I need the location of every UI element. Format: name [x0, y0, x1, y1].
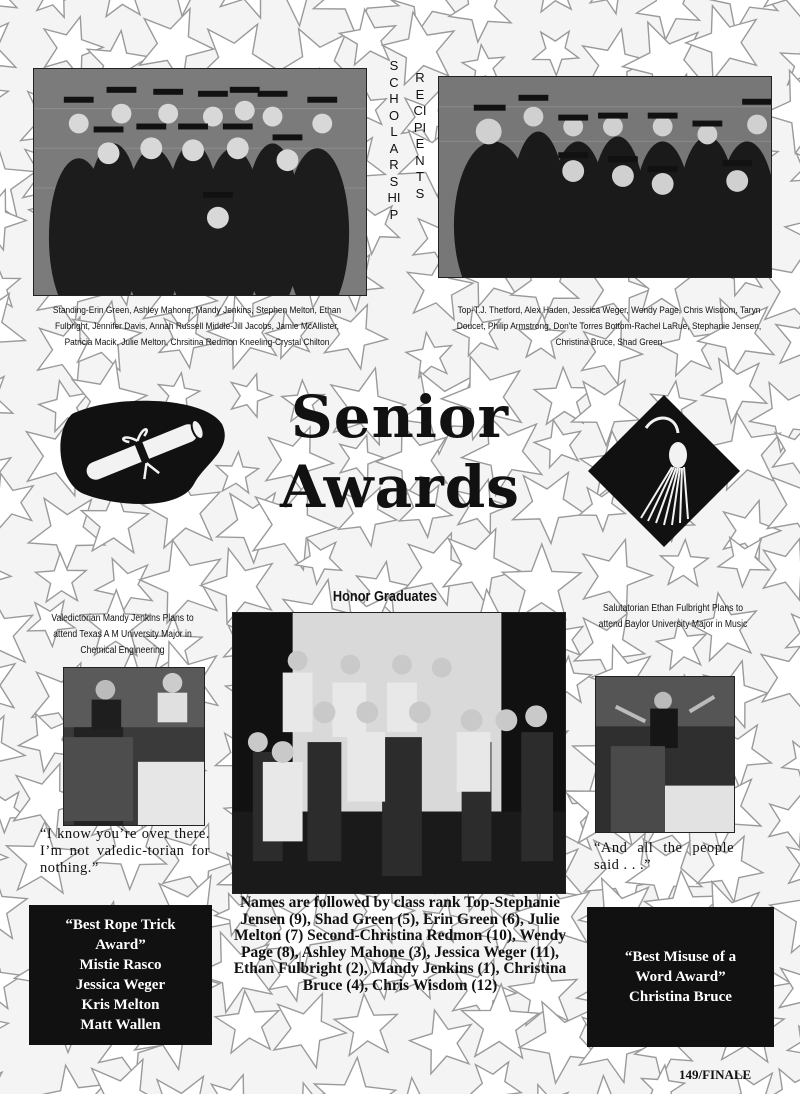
background-star: [410, 1010, 472, 1074]
background-star: [787, 1026, 800, 1069]
speaker-photo: [64, 668, 204, 825]
background-star: [529, 0, 578, 12]
background-star: [782, 741, 800, 786]
background-star: [406, 332, 451, 377]
award-recipient: Mistie Rasco: [79, 957, 162, 973]
valedictorian-quote: “I know you’re over there. I’m not valedic-torian for nothing.”: [40, 826, 210, 876]
salutatorian-photo: [595, 676, 735, 833]
background-star: [210, 1075, 262, 1094]
background-star: [761, 639, 800, 716]
scholarship-right-caption: Top-T.J. Thetford, Alex Haden, Jessica Weger, Wendy Page, Chris Wisdom, Taryn Doucet, Philip Armstrong, Don'te Torres Bottom-Rachel LaRue, Stephanie Jensen, Christina Bruce, Shad Green: [456, 305, 762, 348]
scholarship-photo-left: [33, 68, 367, 296]
award-recipient: Kris Melton: [81, 997, 160, 1013]
background-star: [0, 374, 13, 433]
recipients-vertical-label: RECIPIENTS: [413, 70, 427, 201]
background-star: [314, 1058, 395, 1094]
background-star: [0, 833, 8, 882]
award-recipient: Christina Bruce: [629, 989, 732, 1005]
background-star: [0, 553, 11, 598]
background-star: [0, 952, 22, 1009]
scholarship-vertical-label: SCHOLARSHIP: [387, 58, 401, 222]
tassel-icon: [586, 393, 742, 549]
background-star: [449, 0, 511, 42]
background-star: [770, 870, 800, 953]
background-star: [573, 1076, 635, 1094]
background-star: [0, 1066, 5, 1094]
background-star: [791, 150, 800, 195]
scholarship-photo-right: [438, 76, 772, 278]
award-recipient: Matt Wallen: [80, 1017, 161, 1033]
background-star: [146, 1076, 221, 1094]
page-title-senior: Senior: [290, 383, 510, 451]
background-star: [0, 294, 25, 371]
valedictorian-photo: [63, 667, 205, 826]
background-star: [334, 994, 397, 1055]
background-star: [0, 16, 16, 88]
scholarship-left-caption: Standing-Erin Green, Ashley Mahone, Mandy Jenkins, Stephen Melton, Ethan Fulbright, Jennifer Davis, Annah Russell Middle-Jill Jacobs, Jamie McAllister, Patricia Macik, Julie Melton, Chrsitina Redmon Kneeling-Crystal Chilton: [52, 305, 342, 348]
background-star: [94, 0, 149, 17]
background-star: [776, 309, 800, 372]
diploma-icon: [54, 394, 230, 512]
background-star: [0, 0, 17, 21]
background-star: [0, 73, 8, 117]
award-recipient: Jessica Weger: [75, 977, 166, 993]
group-photo-graduates: [34, 69, 366, 295]
class-rank-names: Names are followed by class rank Top-Stephanie Jensen (9), Shad Green (5), Erin Green (6), Julie Melton (7) Second-Christina Redmon (10), Wendy Page (8), Ashley Mahone (3), Jessica Weger (11), Ethan Fulbright (2), Mandy Jenkins (1), Christina Bruce (4), Chris Wisdom (12): [233, 894, 567, 994]
background-star: [36, 553, 87, 602]
salutatorian-caption: Salutatorian Ethan Fulbright Plans to attend Baylor University Major in Music: [598, 603, 748, 630]
background-star: [533, 31, 579, 75]
background-star: [521, 1085, 570, 1094]
background-star: [637, 0, 700, 40]
background-star: [219, 0, 284, 18]
speaker-photo: [596, 677, 734, 832]
page-title-awards: Awards: [280, 453, 520, 521]
background-star: [502, 544, 581, 619]
group-photo-graduates: [439, 77, 771, 277]
background-star: [0, 649, 15, 720]
background-star: [339, 9, 395, 65]
salutatorian-quote: “And all the people said . . .”: [594, 840, 734, 873]
best-misuse-award-box: [587, 907, 774, 1047]
background-star: [769, 795, 800, 848]
background-star: [468, 1062, 522, 1094]
honor-graduates-heading: Honor Graduates: [332, 588, 438, 605]
background-star: [779, 958, 800, 1022]
background-star: [95, 559, 152, 617]
background-star: [0, 474, 33, 530]
background-star: [785, 201, 800, 258]
background-star: [590, 0, 634, 14]
honor-graduates-photo: [232, 612, 566, 894]
background-star: [35, 0, 79, 17]
award-title: “Best Rope Trick Award”: [65, 917, 176, 953]
award-title: “Best Misuse of a Word Award”: [624, 949, 737, 985]
best-rope-trick-award-box: [29, 905, 212, 1045]
valedictorian-caption: Valedictorian Mandy Jenkins Plans to attend Texas A M University Major in Chemical Engineering: [51, 613, 194, 656]
background-star: [274, 994, 346, 1068]
page-folio: 149/FINALE: [679, 1067, 752, 1082]
group-photo-students: [233, 613, 565, 893]
